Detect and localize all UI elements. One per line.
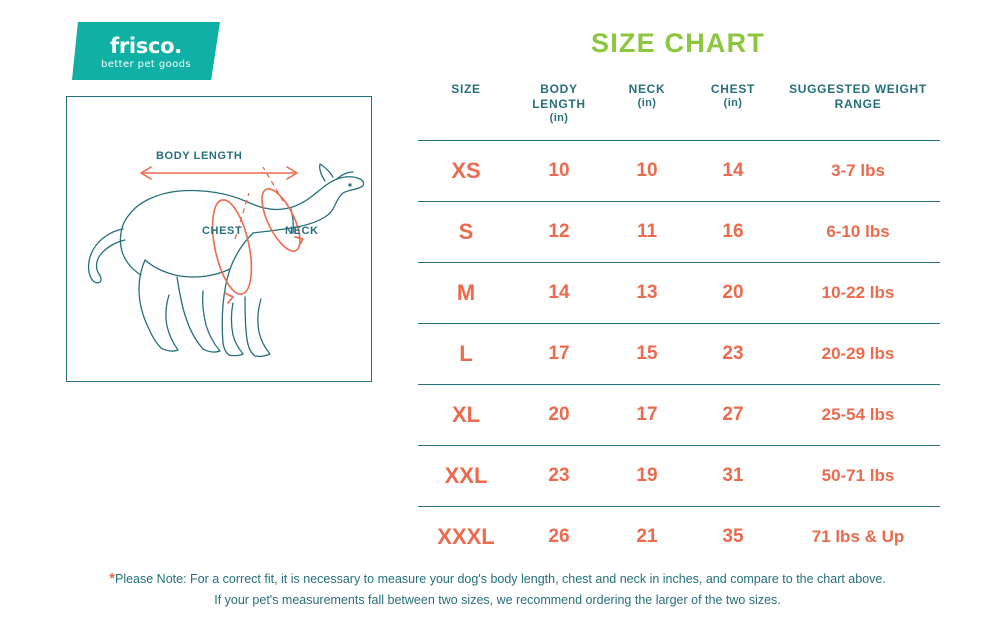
column-header-chest-label: CHEST bbox=[710, 82, 756, 96]
size-chart-table bbox=[418, 78, 940, 567]
logo-name: frisco. bbox=[110, 34, 182, 58]
cell-weight: 71 lbs & Up bbox=[811, 526, 905, 546]
logo-tagline: better pet goods bbox=[101, 59, 191, 70]
column-header-neck bbox=[604, 78, 690, 140]
cell-chest: 23 bbox=[722, 342, 744, 364]
column-header-chest bbox=[690, 78, 776, 140]
cell-neck: 10 bbox=[636, 159, 658, 181]
column-header-chest-unit: (in) bbox=[723, 97, 743, 109]
cell-size: XXXL bbox=[437, 523, 495, 549]
table-row bbox=[418, 384, 940, 445]
brand-logo bbox=[72, 22, 220, 80]
cell-chest: 16 bbox=[722, 220, 744, 242]
cell-neck: 15 bbox=[636, 342, 658, 364]
table-row bbox=[418, 201, 940, 262]
cell-body-length: 12 bbox=[548, 220, 570, 242]
column-header-size bbox=[418, 78, 514, 140]
cell-chest: 14 bbox=[722, 159, 744, 181]
table-row bbox=[418, 140, 940, 201]
table-row bbox=[418, 506, 940, 567]
cell-weight: 50-71 lbs bbox=[821, 465, 895, 485]
column-header-weight bbox=[776, 78, 940, 140]
diagram-label-body-length: BODY LENGTH bbox=[156, 150, 243, 162]
cell-size: XS bbox=[451, 157, 481, 183]
footnote-asterisk: * bbox=[109, 570, 115, 588]
column-header-size-label: SIZE bbox=[451, 82, 481, 96]
cell-weight: 6-10 lbs bbox=[826, 221, 890, 241]
cell-size: XXL bbox=[444, 462, 488, 488]
table-row bbox=[418, 262, 940, 323]
cell-weight: 3-7 lbs bbox=[831, 160, 885, 180]
cell-neck: 11 bbox=[636, 220, 658, 242]
cell-body-length: 14 bbox=[548, 281, 570, 303]
cell-neck: 21 bbox=[636, 525, 658, 547]
column-header-neck-label: NECK bbox=[628, 82, 666, 96]
cell-chest: 31 bbox=[722, 464, 744, 486]
cell-neck: 13 bbox=[636, 281, 658, 303]
cell-body-length: 10 bbox=[548, 159, 570, 181]
cell-body-length: 17 bbox=[548, 342, 570, 364]
table-row bbox=[418, 323, 940, 384]
cell-chest: 35 bbox=[722, 525, 744, 547]
size-chart-table-wrap bbox=[418, 78, 940, 567]
table-body bbox=[418, 140, 940, 567]
column-header-neck-unit: (in) bbox=[637, 97, 657, 109]
table-header bbox=[418, 78, 940, 140]
cell-size: XL bbox=[451, 401, 481, 427]
measurement-diagram bbox=[66, 96, 372, 382]
dog-illustration bbox=[67, 97, 371, 381]
cell-weight: 10-22 lbs bbox=[821, 282, 895, 302]
cell-chest: 27 bbox=[722, 403, 744, 425]
footnote-line-1: Please Note: For a correct fit, it is necessary to measure your dog's body length, chest and neck in inches, and compare to the chart above. bbox=[114, 572, 886, 587]
table-header-row bbox=[418, 78, 940, 140]
cell-weight: 25-54 lbs bbox=[821, 404, 895, 424]
column-header-body-length bbox=[514, 78, 604, 140]
cell-weight: 20-29 lbs bbox=[821, 343, 895, 363]
cell-body-length: 20 bbox=[548, 403, 570, 425]
page-title: SIZE CHART bbox=[591, 28, 765, 58]
table-row bbox=[418, 445, 940, 506]
cell-body-length: 26 bbox=[548, 525, 570, 547]
column-header-body-length-label: BODY LENGTH bbox=[532, 82, 586, 111]
cell-neck: 17 bbox=[636, 403, 658, 425]
diagram-label-neck: NECK bbox=[285, 225, 319, 237]
cell-chest: 20 bbox=[722, 281, 744, 303]
cell-size: M bbox=[456, 279, 476, 305]
footnote-line-2: If your pet's measurements fall between two sizes, we recommend ordering the larger of the two sizes. bbox=[214, 592, 781, 607]
column-header-weight-label: SUGGESTED WEIGHT RANGE bbox=[789, 82, 927, 111]
column-header-body-length-unit: (in) bbox=[549, 112, 569, 124]
cell-size: L bbox=[459, 340, 473, 366]
cell-neck: 19 bbox=[636, 464, 658, 486]
footnote bbox=[0, 567, 995, 610]
cell-size: S bbox=[458, 218, 474, 244]
diagram-label-chest: CHEST bbox=[202, 225, 243, 237]
cell-body-length: 23 bbox=[548, 464, 570, 486]
